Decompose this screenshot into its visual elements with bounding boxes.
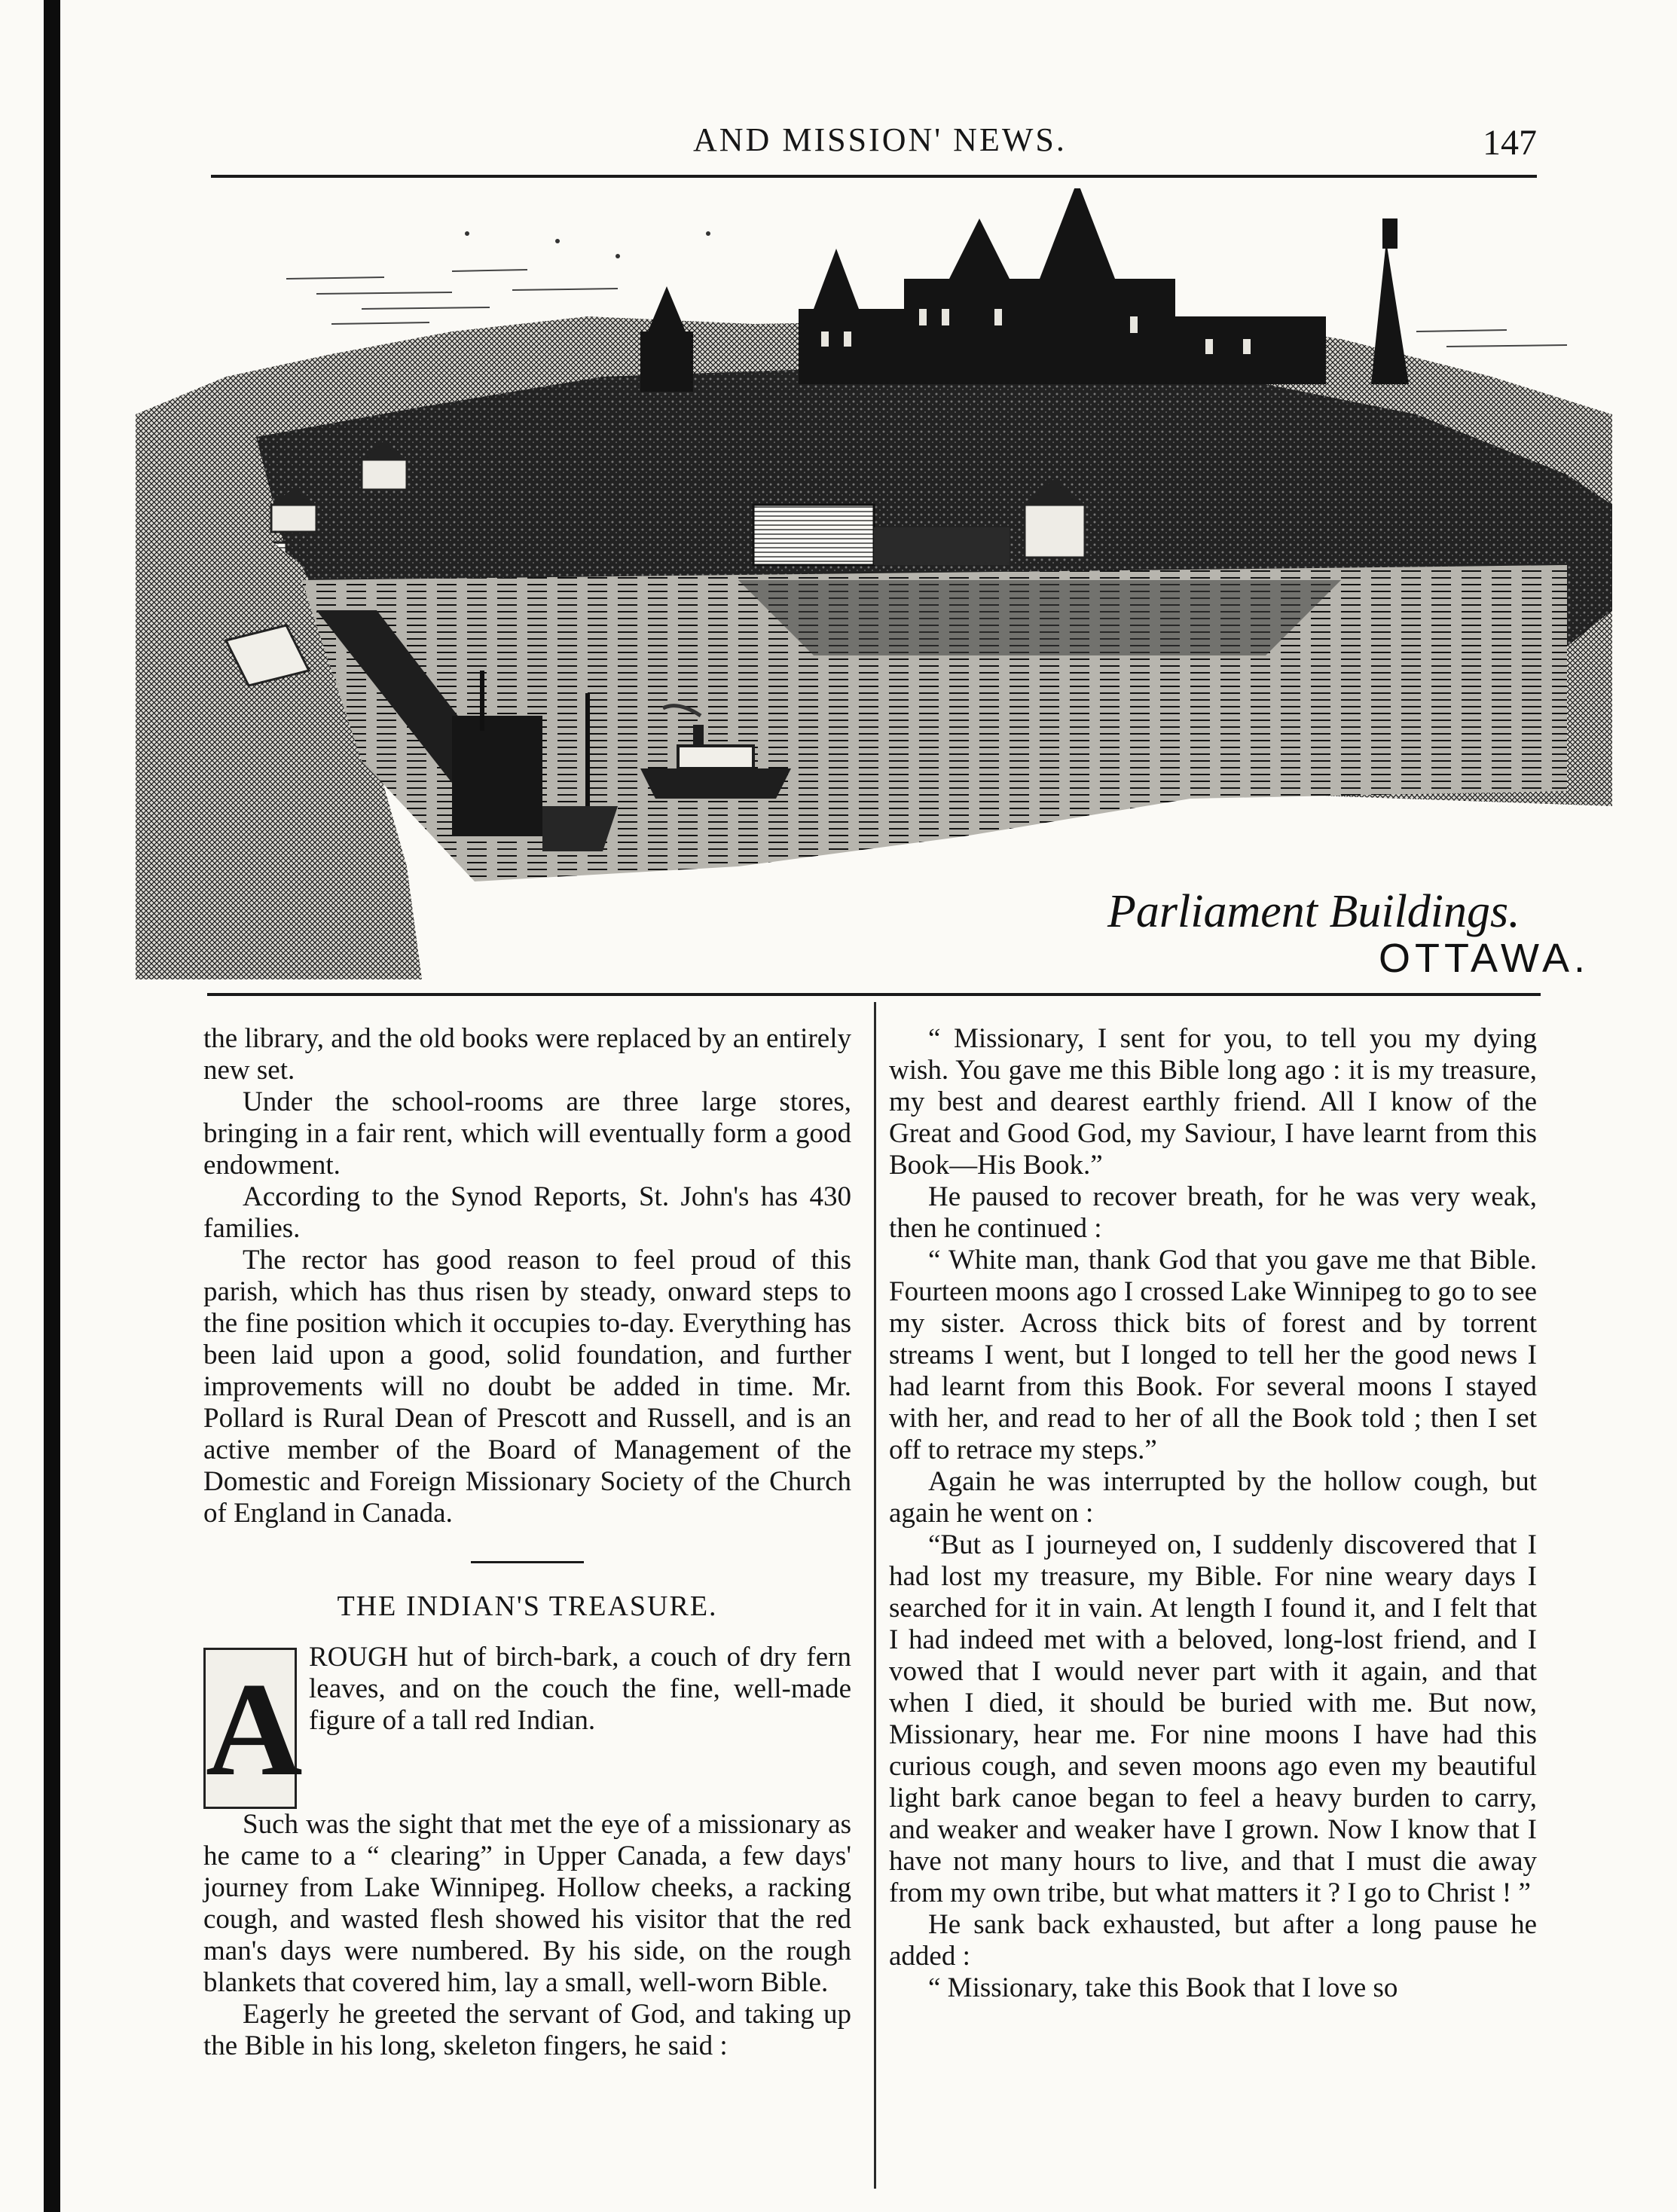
- paragraph: He paused to recover breath, for he was very weak, then he continued :: [889, 1181, 1537, 1244]
- paragraph: Again he was interrupted by the hollow cough, but again he went on :: [889, 1466, 1537, 1529]
- page-number: 147: [1483, 123, 1537, 163]
- paragraph: The rector has good reason to feel proud of this parish, which has thus risen by steady, onward steps to the fine position which it occupies to-day. Everything has been laid upon a good, solid foundation, and further improvements will no doubt be added in time. Mr. Pollard is Rural Dean of Prescott and Russell, and is an active member of the Board of Management of the Domestic and Foreign Missionary Society of the Church of England in Canada.: [203, 1245, 851, 1529]
- paragraph: He sank back exhausted, but after a long pause he added :: [889, 1909, 1537, 1972]
- article-title: THE INDIAN'S TREASURE.: [337, 1590, 718, 1622]
- header-rule: [211, 175, 1537, 178]
- parliament-illustration: [136, 188, 1612, 979]
- paragraph: Under the school-rooms are three large stores, bringing in a fair rent, which will eventually form a good endowment.: [203, 1086, 851, 1181]
- drop-cap-letter: A: [206, 1654, 303, 1804]
- paragraph: Eagerly he greeted the servant of God, and taking up the Bible in his long, skeleton fingers, he said :: [203, 1999, 851, 2061]
- running-title: AND MISSION' NEWS.: [693, 121, 1067, 158]
- illustration-caption-place: OTTAWA.: [1379, 936, 1590, 979]
- article-opening: ROUGH hut of birch-bark, a couch of dry fern leaves, and on the couch the fine, well-made figure of a tall red Indian.: [309, 1642, 851, 1736]
- illustration-caption-title: Parliament Buildings.: [1107, 886, 1520, 937]
- paragraph: “ Missionary, take this Book that I love so: [928, 1972, 1398, 2003]
- paragraph: the library, and the old books were replaced by an entirely new set.: [203, 1023, 851, 1086]
- left-column: [203, 1023, 851, 2062]
- section-rule: [207, 993, 1541, 996]
- paragraph: “But as I journeyed on, I suddenly discovered that I had lost my treasure, my Bible. For nine weary days I searched for it in vain. At length I found it, and I felt that I had indeed met with a beloved, long-lost friend, and I vowed that I would never part with it again, and that when I died, it should be buried with me. But now, Missionary, hear me. For nine moons I have had this curious cough, and seven moons ago even my beautiful light bark canoe began to feel a heavy burden to carry, and weaker and weaker have I grown. Now I know that I have not many hours to live, and that I must die away from my own tribe, but what matters it ? I go to Christ ! ”: [889, 1529, 1537, 1908]
- paragraph: “ White man, thank God that you gave me that Bible. Fourteen moons ago I crossed Lake Winnipeg to go to see my sister. Across thick bits of forest and by torrent streams I went, but I longed to tell her the good news I had learnt from this Book. For several moons I stayed with her, and read to her of all the Book told ; then I set off to retrace my steps.”: [889, 1245, 1537, 1465]
- column-divider: [874, 1002, 876, 2189]
- article-separator: [471, 1561, 584, 1563]
- drop-cap-initial: [203, 1648, 303, 1809]
- page-header: [211, 121, 1537, 173]
- paragraph: According to the Synod Reports, St. John's has 430 families.: [203, 1181, 851, 1244]
- paragraph: Such was the sight that met the eye of a missionary as he came to a “ clearing” in Upper Canada, a few days' journey from Lake Winnipeg. Hollow cheeks, a racking cough, and wasted flesh showed his visitor that the red man's days were numbered. By his side, on the rough blankets that covered him, lay a small, well-worn Bible.: [203, 1809, 851, 1998]
- paragraph: “ Missionary, I sent for you, to tell you my dying wish. You gave me this Bible long ago : it is my treasure, my best and dearest earthly friend. All I know of the Great and Good God, my Saviour, I have learnt from this Book—His Book.”: [889, 1023, 1537, 1181]
- right-column: [889, 1023, 1537, 2004]
- binding-edge: [44, 0, 60, 2212]
